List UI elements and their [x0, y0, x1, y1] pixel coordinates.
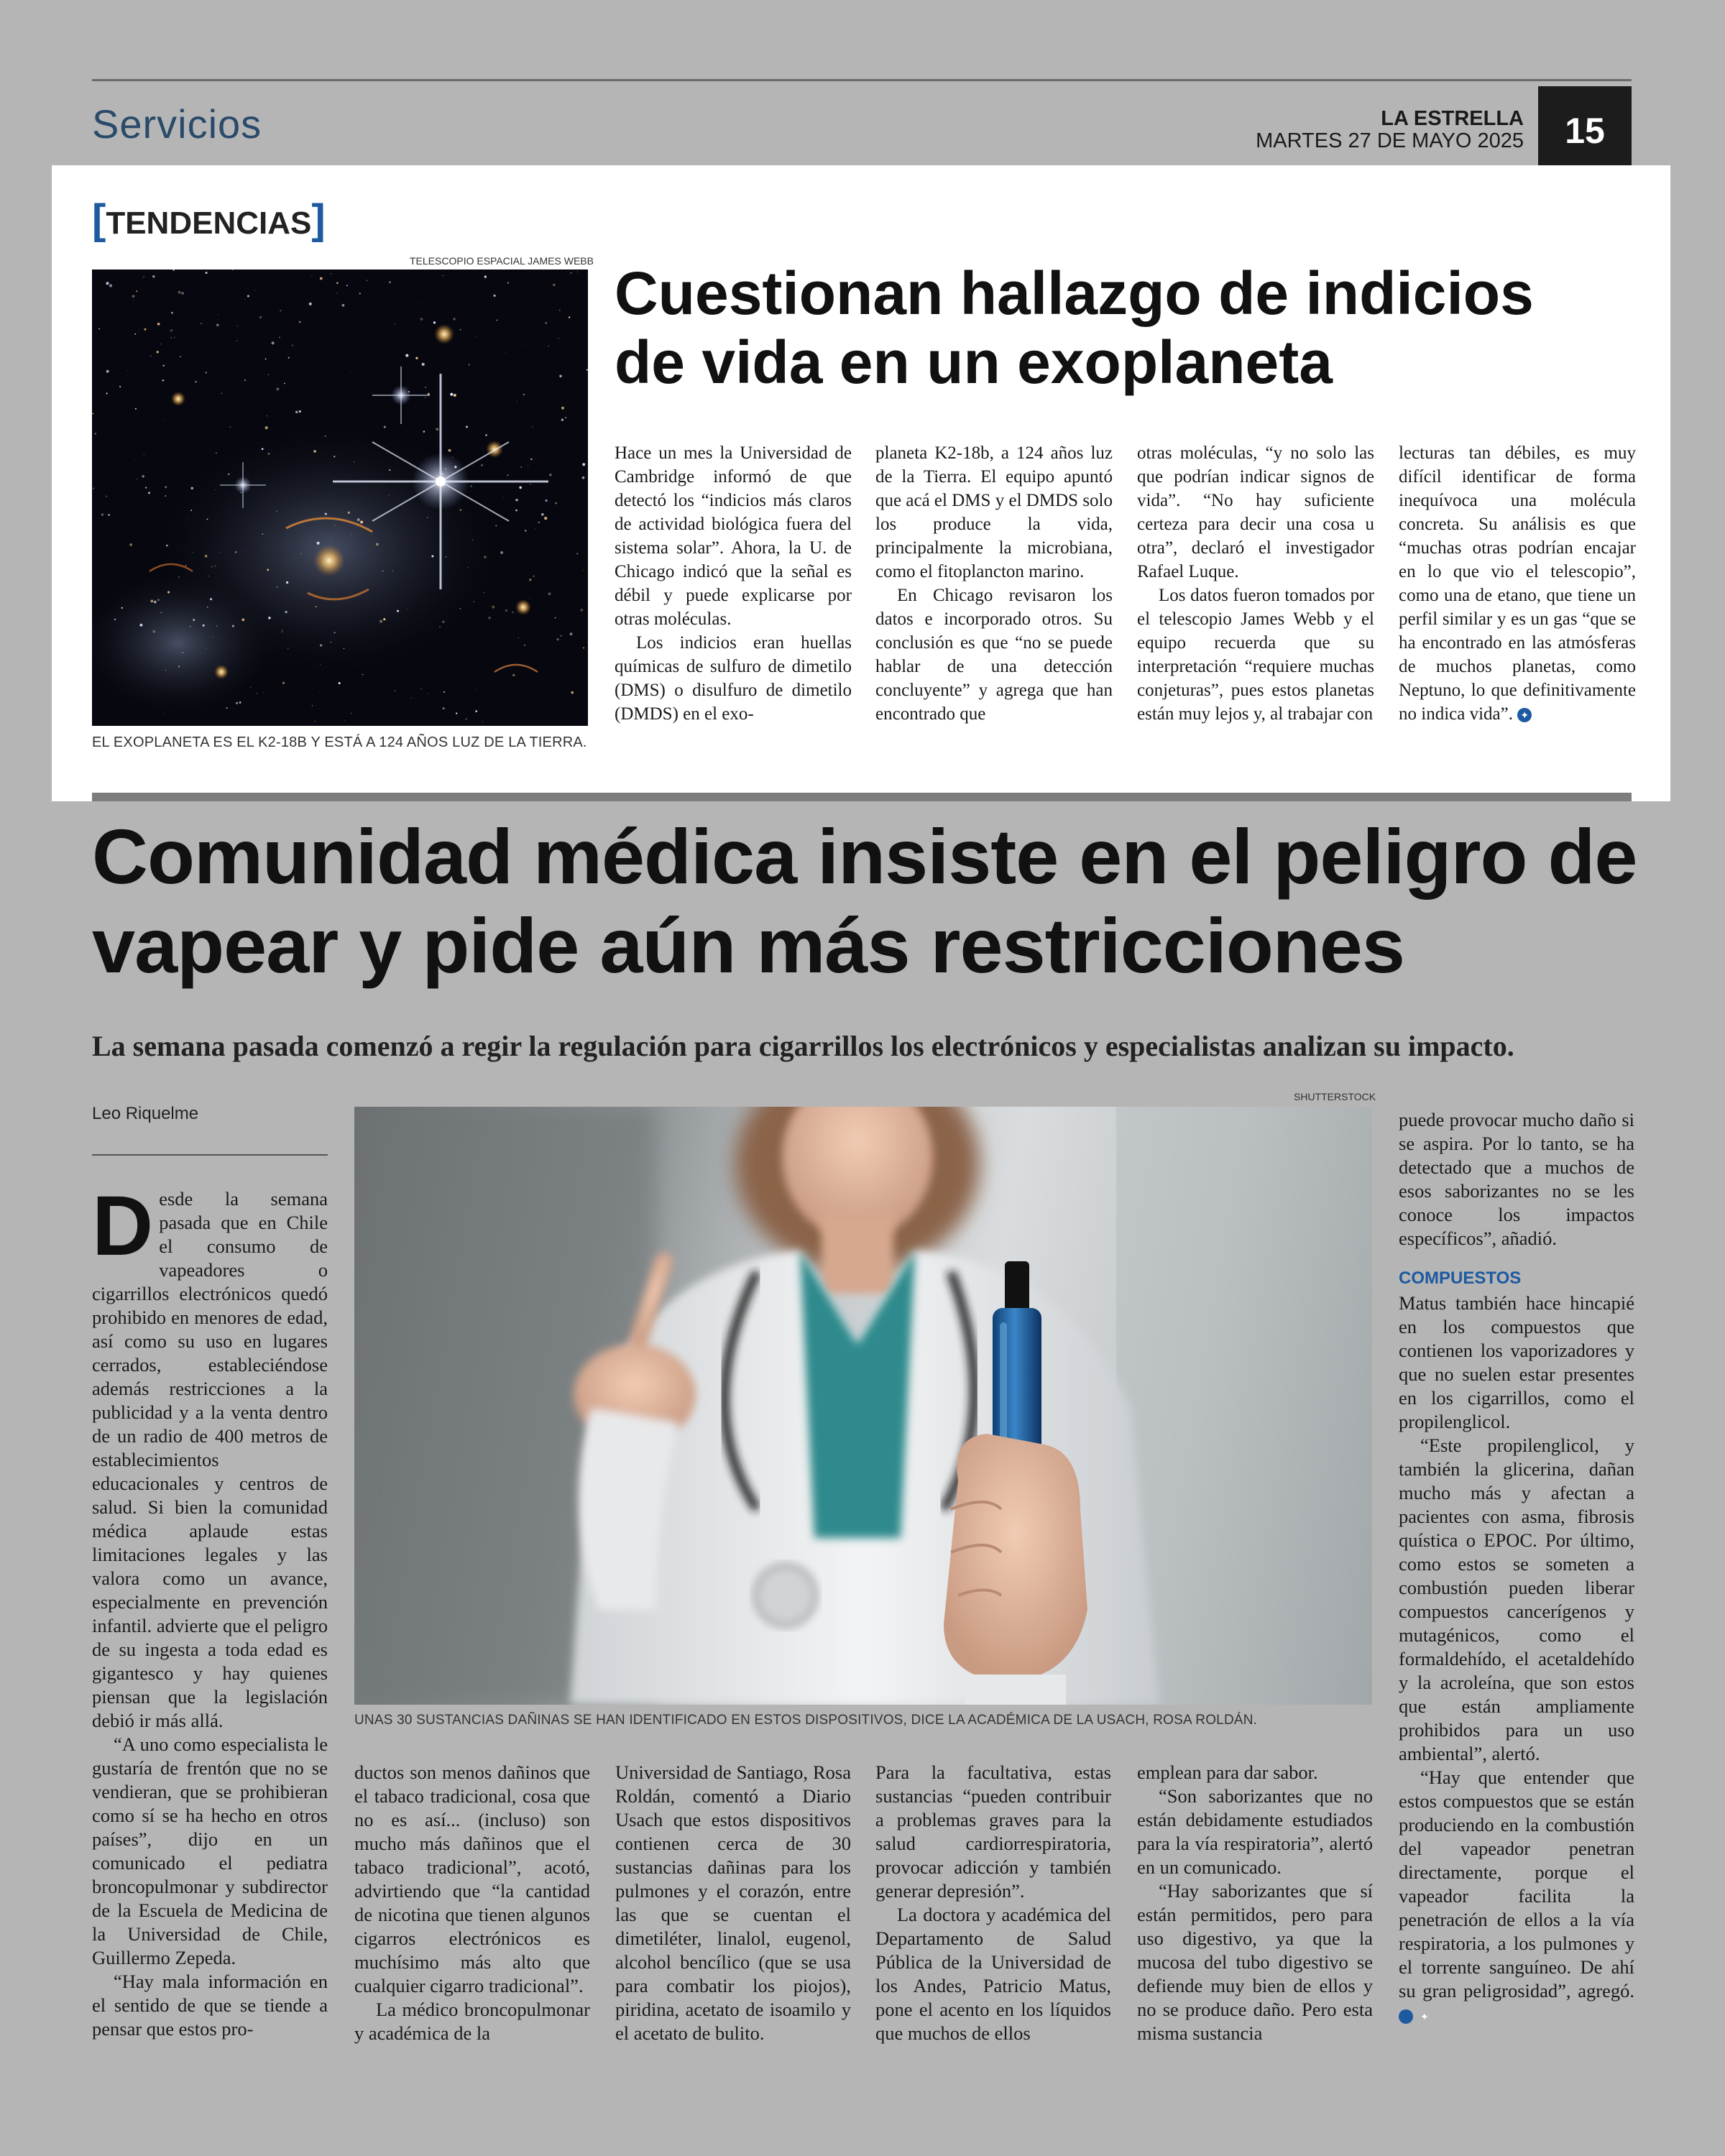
tag-label: TENDENCIAS [106, 206, 312, 241]
photo-credit: TELESCOPIO ESPACIAL JAMES WEBB [410, 255, 594, 267]
paragraph: ductos son menos dañinos que el tabaco tradicional, cosa que no es así... (incluso) son mucho más dañinos que el tabaco tradicional”, acotó, advirtiendo que “la cantidad de nicotina que tienen algunos cigarros electrónicos es muchísimo más alto que cualquier cigarro tradicional”. [354, 1761, 590, 1996]
drop-cap: D [92, 1179, 154, 1273]
paragraph: emplean para dar sabor. [1137, 1761, 1318, 1783]
paragraph [92, 1179, 328, 1733]
paragraph-text: lecturas tan débiles, es muy difícil identificar de forma inequívoca una molécula concreta. Su análisis es que “muchas otras podrían encajar en lo que vio el telescopio”, como una de etano, que tiene un perfil similar y es un gas “que se ha encontrado en las atmósferas de muchos planetas, como Neptuno, lo que definitivamente no indica vida”. [1399, 443, 1636, 724]
paragraph: Los datos fueron tomados por el telescopio James Webb y el equipo recuerda que su interpretación “requiere muchas conjeturas”, pues estos planetas están muy lejos y, al trabajar con [1137, 586, 1374, 724]
paragraph: otras moléculas, “y no solo las que podrían indicar signos de vida”. “No hay suficiente certeza para decir una cosa u otra”, declaró el investigador Rafael Luque. [1137, 443, 1374, 581]
publication-date: MARTES 27 DE MAYO 2025 [1256, 129, 1524, 152]
paragraph [1399, 441, 1636, 726]
main-column-2 [354, 1761, 590, 2045]
paragraph [1399, 1766, 1634, 2027]
galaxy-field-image [92, 270, 588, 726]
paragraph: “Este propilenglicol, y también la glicerina, dañan mucho más y afectan a pacientes con asma, fibrosis quística o EPOC. Por último, como estos se someten a combustión pueden liberar compuestos cancerígenos y mutagénicos, como el formaldehído, el acetaldehído y la acroleína, que son estos que están ampliamente prohibidos para un uso ambiental”, alertó. [1399, 1434, 1634, 1764]
paragraph: Universidad de Santiago, Rosa Roldán, comentó a Diario Usach que estos dispositivos contienen cerca de 30 sustancias dañinas para los pulmones y el corazón, entre las que se cuentan el dimetiléter, linalol, eugenol, alcohol bencílico (que se usa para combatir los piojos), piridina, acetato de isoamilo y el acetato de bulito. [615, 1761, 851, 2044]
brief-column-2 [875, 441, 1113, 726]
paragraph: planeta K2-18b, a 124 años luz de la Tierra. El equipo apuntó que acá el DMS y el DMDS solo los produce la vida, principalmente la microbiana, como el fitoplancton marino. [875, 443, 1113, 581]
paragraph: Hace un mes la Universidad de Cambridge informó de que detectó los “indicios más claros de actividad biológica fuera del sistema solar”. Ahora, la U. de Chicago indicó que la señal es débil y puede explicarse por otras moléculas. [615, 443, 852, 629]
byline-rule [92, 1154, 328, 1156]
paragraph: La médico broncopulmonar y académica de la [354, 1999, 590, 2044]
brief-column-4 [1399, 441, 1636, 726]
brief-headline: Cuestionan hallazgo de indicios de vida en un exoplaneta [615, 259, 1534, 396]
main-column-5 [1137, 1761, 1373, 2045]
brief-column-3 [1137, 441, 1374, 726]
doctor-vape-photo [354, 1107, 1372, 1705]
section-tag [92, 195, 326, 244]
paragraph: “Hay mala información en el sentido de que se tiende a pensar que estos pro- [92, 1971, 328, 2040]
paragraph: “A uno como especialista le gustaría de frentón que no se vendieran, que se prohibieran como sí se ha hecho en otros países”, dijo en un comunicado el pediatra broncopulmonar y subdirector de la Escuela de Medicina de la Universidad de Chile, Guillermo Zepeda. [92, 1733, 328, 1968]
paragraph: Matus también hace hincapié en los compuestos que contienen los vaporizadores y que no suelen estar presentes en los cigarrillos, como el propilenglicol. [1399, 1292, 1634, 1432]
main-column-6 [1399, 1108, 1634, 2027]
paragraph: “Hay saborizantes que sí están permitidos, pero para uso digestivo, ya que la mucosa del tubo digestivo se defiende muy bien de ellos y no se produce daño. Pero esta misma sustancia [1137, 1880, 1373, 2044]
end-mark-icon: ✦ [1399, 2009, 1413, 2024]
brief-column-1 [615, 441, 852, 726]
main-column-1 [92, 1179, 328, 2041]
main-column-4 [875, 1761, 1111, 2045]
bracket-left-icon: [ [92, 196, 106, 243]
paragraph-text: esde la semana pasada que en Chile el consumo de vapeadores o cigarrillos electrónicos quedó prohibido en menores de edad, así como su uso en lugares cerrados, estableciéndose además restricciones a la publicidad y a la venta dentro de un radio de 400 metros de establecimientos educacionales y centros de salud. Si bien la comunidad médica aplaude estas limitaciones legales y las valora como un avance, especialmente en prevención infantil. advierte que el peligro de su ingesta a toda edad es gigantesco y hay quienes piensan que la legislación debió ir más allá. [92, 1188, 328, 1731]
top-rule [92, 79, 1632, 81]
main-column-3 [615, 1761, 851, 2045]
main-headline: Comunidad médica insiste en el peligro de vapear y pide aún más restricciones [92, 813, 1637, 989]
paragraph: En Chicago revisaron los datos e incorporado otros. Su conclusión es que “no se puede hablar de una detección concluyente” y agrega que han encontrado que [875, 586, 1113, 724]
main-deck: La semana pasada comenzó a regir la regulación para cigarrillos los electrónicos y especialistas analizan su impacto. [92, 1030, 1514, 1062]
photo-credit: SHUTTERSTOCK [1294, 1091, 1376, 1102]
subhead: COMPUESTOS [1399, 1268, 1522, 1288]
paragraph-text: “Hay que entender que estos compuestos que se están produciendo en la combustión del vapeador penetran directamente, porque el vapeador facilita la penetración de ellos a la vía respiratoria, a los pulmones y el torrente sanguíneo. De ahí su gran peligrosidad”, agregó. [1399, 1766, 1634, 2001]
section-title: Servicios [92, 101, 262, 147]
photo-caption: EL EXOPLANETA ES EL K2-18B Y ESTÁ A 124 AÑOS LUZ DE LA TIERRA. [92, 734, 587, 750]
bracket-right-icon: ] [311, 196, 326, 243]
photo-caption: UNAS 30 SUSTANCIAS DAÑINAS SE HAN IDENTIFICADO EN ESTOS DISPOSITIVOS, DICE LA ACADÉMICA DE LA USACH, ROSA ROLDÁN. [354, 1713, 1258, 1728]
doctor-holding-vape-image [354, 1107, 1372, 1705]
byline: Leo Riquelme [92, 1104, 199, 1123]
end-mark-icon: ✦ [1517, 708, 1532, 722]
paragraph: Los indicios eran huellas químicas de sulfuro de dimetilo (DMS) o disulfuro de dimetilo (DMDS) en el exo- [615, 633, 852, 724]
paragraph: puede provocar mucho daño si se aspira. Por lo tanto, se ha detectado que a muchos de esos saborizantes no se les conoce los impactos específicos”, añadió. [1399, 1109, 1634, 1249]
space-photo [92, 270, 588, 726]
paragraph: Para la facultativa, estas sustancias “pueden contribuir a problemas graves para la salud cardiorrespiratoria, provocar adicción y también generar depresión”. [875, 1761, 1111, 1902]
paragraph: “Son saborizantes que no están debidamente estudiados para la vía respiratoria”, alertó en un comunicado. [1137, 1785, 1373, 1878]
section-divider [92, 793, 1632, 801]
paragraph: La doctora y académica del Departamento de Salud Pública de la Universidad de los Andes, Patricio Matus, pone el acento en los líquidos que muchos de ellos [875, 1904, 1111, 2044]
page-number: 15 [1538, 86, 1632, 175]
newspaper-name: LA ESTRELLA [1381, 107, 1524, 130]
